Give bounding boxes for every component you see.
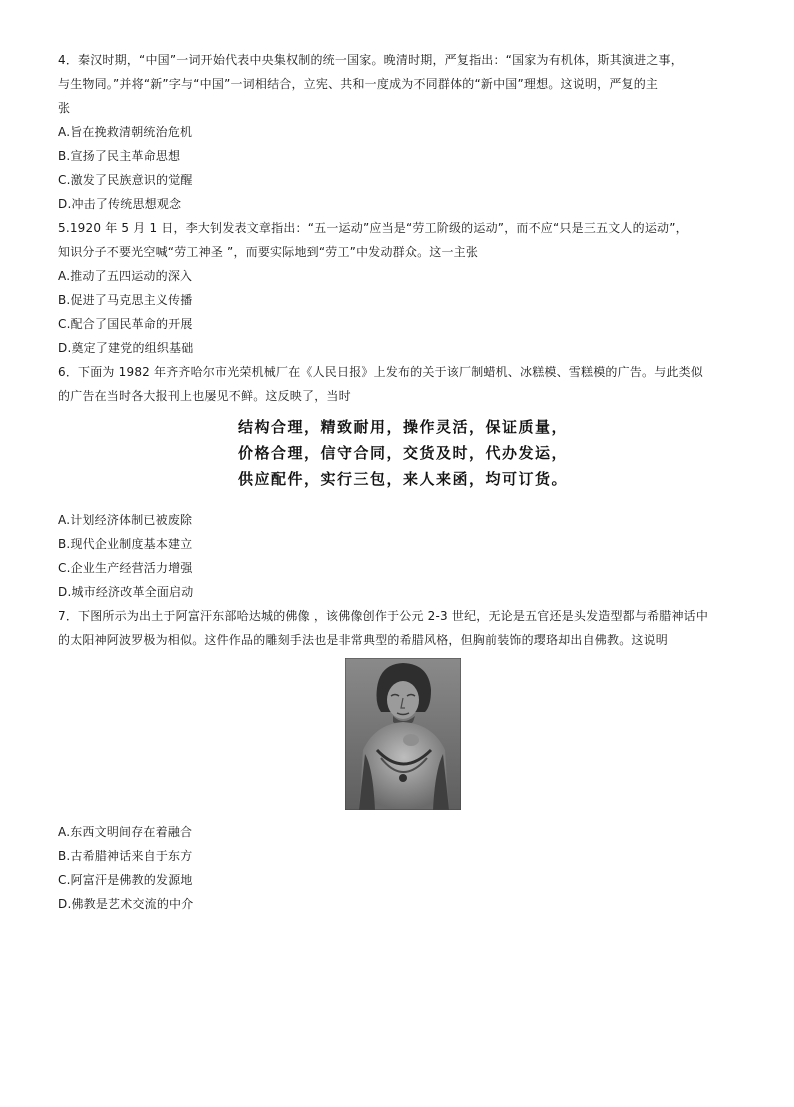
question-6-option-d: D.城市经济改革全面启动 <box>58 585 194 599</box>
question-7-option-b: B.古希腊神话来自于东方 <box>58 849 193 863</box>
exam-page <box>58 48 748 916</box>
question-7-option-a: A.东西文明间存在着融合 <box>58 825 193 839</box>
question-7-line-2: 的太阳神阿波罗极为相似。这件作品的雕刻手法也是非常典型的希腊风格，但胸前装饰的璎珞却出自佛教。这说明 <box>58 633 669 647</box>
question-4-option-d: D.冲击了传统思想观念 <box>58 197 182 211</box>
question-6-line-1: 6．下面为 1982 年齐齐哈尔市光荣机械厂在《人民日报》上发布的关于该厂制蜡机、冰糕模、雪糕模的广告。与此类似 <box>58 365 704 379</box>
question-5-option-a: A.推动了五四运动的深入 <box>58 269 193 283</box>
question-6-option-b: B.现代企业制度基本建立 <box>58 537 193 551</box>
advertisement-text <box>58 414 748 492</box>
question-5 <box>58 216 748 360</box>
question-7-line-1: 7．下图所示为出土于阿富汗东部哈达城的佛像 ，该佛像创作于公元 2-3 世纪，无论是五官还是头发造型都与希腊神话中 <box>58 609 709 623</box>
question-6-option-c: C.企业生产经营活力增强 <box>58 561 193 575</box>
question-7-option-d: D.佛教是艺术交流的中介 <box>58 897 194 911</box>
question-5-option-d: D.奠定了建党的组织基础 <box>58 341 194 355</box>
question-5-option-b: B.促进了马克思主义传播 <box>58 293 193 307</box>
question-4-option-b: B.宣扬了民主革命思想 <box>58 149 181 163</box>
question-5-line-2: 知识分子不要光空喊“劳工神圣 ”，而要实际地到“劳工”中发动群众。这一主张 <box>58 245 479 259</box>
question-4-line-1: 4．秦汉时期，“中国”一词开始代表中央集权制的统一国家。晚清时期，严复指出：“国家为有机体，斯其演进之事， <box>58 53 683 67</box>
question-4-option-a: A.旨在挽救清朝统治危机 <box>58 125 193 139</box>
question-5-line-1: 5.1920 年 5 月 1 日，李大钊发表文章指出：“五一运动”应当是“劳工阶级的运动”，而不应“只是三五文人的运动”， <box>58 221 688 235</box>
question-6-line-2: 的广告在当时各大报刊上也屡见不鲜。这反映了，当时 <box>58 389 351 403</box>
question-7-option-c: C.阿富汗是佛教的发源地 <box>58 873 193 887</box>
question-4-line-2: 与生物同。”并将“新”字与“中国”一词相结合，立宪、共和一度成为不同群体的“新中国”理想。这说明，严复的主 <box>58 77 659 91</box>
question-6 <box>58 360 748 604</box>
advertisement-line-2: 价格合理，信守合同，交货及时，代办发运， <box>237 444 568 462</box>
advertisement-line-3: 供应配件，实行三包，来人来函，均可订货。 <box>237 470 568 488</box>
question-7 <box>58 604 748 916</box>
buddha-statue-photo <box>345 658 461 810</box>
question-5-option-c: C.配合了国民革命的开展 <box>58 317 193 331</box>
question-4-line-3: 张 <box>58 101 71 115</box>
question-4-option-c: C.激发了民族意识的觉醒 <box>58 173 193 187</box>
advertisement-line-1: 结构合理，精致耐用，操作灵活，保证质量， <box>237 418 568 436</box>
question-6-option-a: A.计划经济体制已被废除 <box>58 513 193 527</box>
question-4 <box>58 48 748 216</box>
